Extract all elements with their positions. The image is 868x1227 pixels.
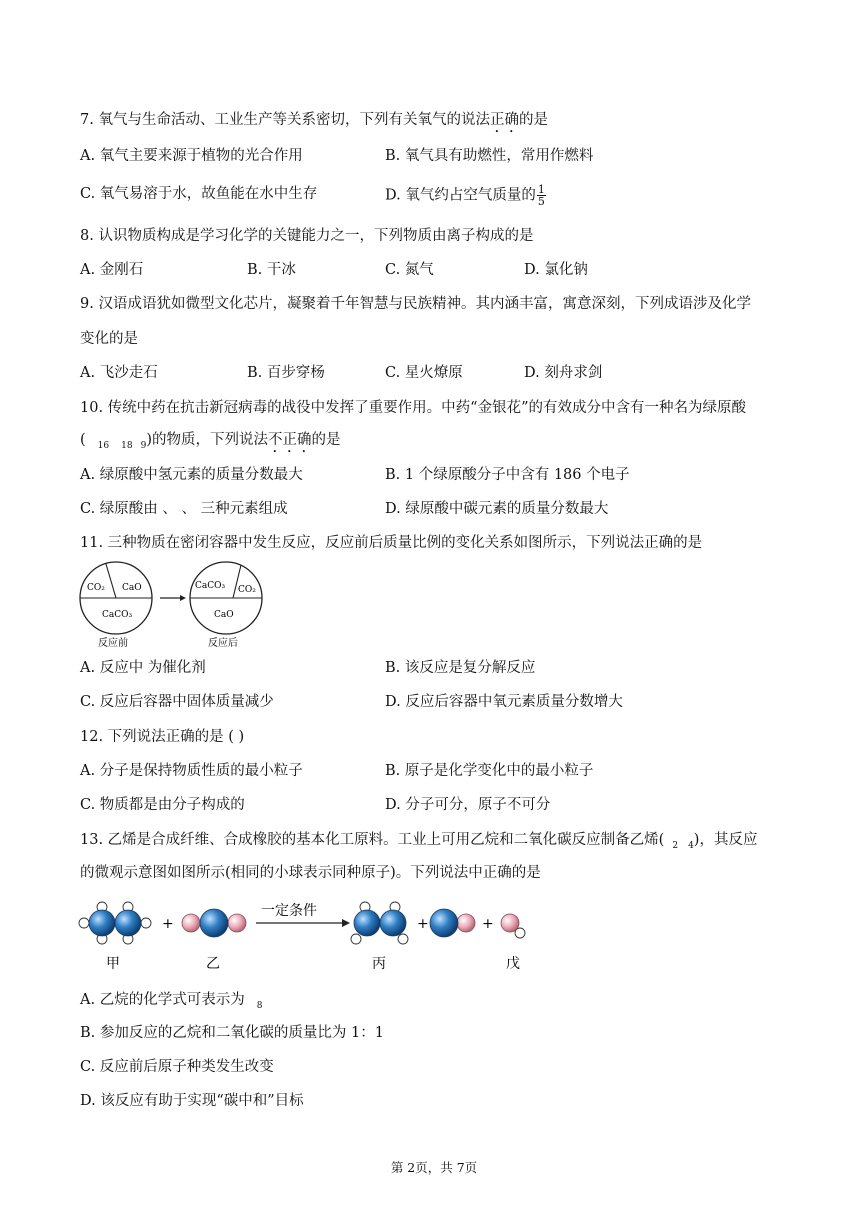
q10-stem-line2: ( $_{16}$ $_{18}$ $_9$)的物质，下列说法不正确的是	[80, 432, 341, 451]
pie-before	[80, 562, 152, 649]
molecule-yi	[182, 909, 246, 972]
q8-stem: 8. 认识物质构成是学习化学的关键能力之一，下列物质由离子构成的是	[80, 228, 534, 244]
pie-after-caption: 反应后	[208, 638, 238, 649]
molecule-ding	[430, 909, 475, 937]
q7-option-a[interactable]: A. 氧气主要来源于植物的光合作用	[80, 148, 303, 164]
reaction-condition-arrow	[256, 903, 350, 927]
q7-option-c[interactable]: C. 氧气易溶于水，故鱼能在水中生存	[80, 186, 318, 202]
pie-after-label-caco3: CaCO₃	[195, 581, 226, 591]
q13-option-c[interactable]: C. 反应前后原子种类发生改变	[80, 1059, 274, 1075]
plus-sign-2: +	[417, 916, 429, 932]
q9-stem-line2: 变化的是	[80, 331, 138, 347]
q12-option-a[interactable]: A. 分子是保持物质性质的最小粒子	[80, 763, 303, 779]
molecule-jia	[79, 902, 151, 972]
pie-before-caption: 反应前	[98, 638, 128, 649]
label-jia: 甲	[106, 956, 120, 972]
label-yi: 乙	[206, 956, 220, 972]
q11-stem: 11. 三种物质在密闭容器中发生反应，反应前后质量比例的变化关系如图所示，下列说法正确的是	[80, 535, 703, 551]
q13-option-d[interactable]: D. 该反应有助于实现“碳中和”目标	[80, 1093, 304, 1109]
q10-stem-line1: 10. 传统中药在抗击新冠病毒的战役中发挥了重要作用。中药“金银花”的有效成分中含有一种名为绿原酸	[80, 400, 746, 416]
q11-option-c[interactable]: C. 反应后容器中固体质量减少	[80, 694, 274, 710]
reaction-arrow	[160, 595, 186, 601]
pie-before-label-caco3: CaCO₃	[102, 610, 133, 620]
molecule-bing	[351, 902, 408, 972]
q9-option-a[interactable]: A. 飞沙走石	[80, 365, 158, 381]
q8-option-c[interactable]: C. 氮气	[385, 262, 434, 278]
q8-option-b[interactable]: B. 干冰	[247, 262, 296, 278]
pie-before-label-cao: CaO	[122, 583, 142, 593]
q11-pie-diagram	[78, 560, 278, 650]
label-wu: 戊	[506, 956, 520, 972]
molecule-wu	[501, 914, 525, 972]
page-footer: 第 2页，共 7页	[390, 1160, 478, 1175]
q9-option-b[interactable]: B. 百步穿杨	[247, 365, 325, 381]
q9-stem-line1: 9. 汉语成语犹如微型文化芯片，凝聚着千年智慧与民族精神。其内涵丰富，寓意深刻，下列成语涉及化学	[80, 296, 751, 312]
pie-after-label-co2: CO₂	[238, 585, 256, 595]
q10-option-c[interactable]: C. 绿原酸由 、 、 三种元素组成	[80, 501, 288, 517]
q13-stem-line1: 13. 乙烯是合成纤维、合成橡胶的基本化工原料。工业上可用乙烷和二氧化碳反应制备乙烯( $_2$ $_4$)，其反应	[80, 832, 758, 851]
q7-option-d[interactable]: D. 氧气约占空气质量的 $\frac{1}{5}$	[385, 183, 545, 208]
q7-option-b[interactable]: B. 氧气具有助燃性，常用作燃料	[385, 148, 594, 164]
label-bing: 丙	[372, 956, 386, 972]
pie-after	[190, 562, 262, 649]
q10-option-d[interactable]: D. 绿原酸中碳元素的质量分数最大	[385, 501, 609, 517]
q10-option-b[interactable]: B. 1 个绿原酸分子中含有 186 个电子	[385, 467, 630, 483]
q13-option-a[interactable]: A. 乙烷的化学式可表示为 $_8$	[80, 992, 263, 1011]
q7-stem: 7. 氧气与生命活动、工业生产等关系密切，下列有关氧气的说法正确的是	[80, 112, 548, 128]
pie-after-label-cao: CaO	[214, 610, 234, 620]
q12-option-c[interactable]: C. 物质都是由分子构成的	[80, 797, 245, 813]
q8-option-a[interactable]: A. 金刚石	[80, 262, 144, 278]
q11-option-d[interactable]: D. 反应后容器中氧元素质量分数增大	[385, 694, 623, 710]
fraction-one-fifth: $\frac{1}{5}$	[537, 183, 545, 208]
pie-before-label-co2: CO₂	[87, 583, 105, 593]
q13-option-b[interactable]: B. 参加反应的乙烷和二氧化碳的质量比为 1：1	[80, 1025, 384, 1041]
q13-molecule-diagram	[76, 895, 536, 977]
q8-option-d[interactable]: D. 氯化钠	[524, 262, 588, 278]
q12-option-d[interactable]: D. 分子可分，原子不可分	[385, 797, 551, 813]
plus-sign-1: +	[162, 916, 174, 932]
q11-option-b[interactable]: B. 该反应是复分解反应	[385, 660, 536, 676]
q11-option-a[interactable]: A. 反应中 为催化剂	[80, 660, 206, 676]
q12-option-b[interactable]: B. 原子是化学变化中的最小粒子	[385, 763, 594, 779]
q13-stem-line2: 的微观示意图如图所示(相同的小球表示同种原子)。下列说法中正确的是	[80, 865, 541, 881]
plus-sign-3: +	[482, 916, 494, 932]
q9-option-c[interactable]: C. 星火燎原	[385, 365, 463, 381]
q12-stem: 12. 下列说法正确的是 ( )	[80, 729, 245, 745]
q9-option-d[interactable]: D. 刻舟求剑	[524, 365, 603, 381]
reaction-condition: 一定条件	[261, 903, 317, 919]
q10-option-a[interactable]: A. 绿原酸中氢元素的质量分数最大	[80, 467, 303, 483]
